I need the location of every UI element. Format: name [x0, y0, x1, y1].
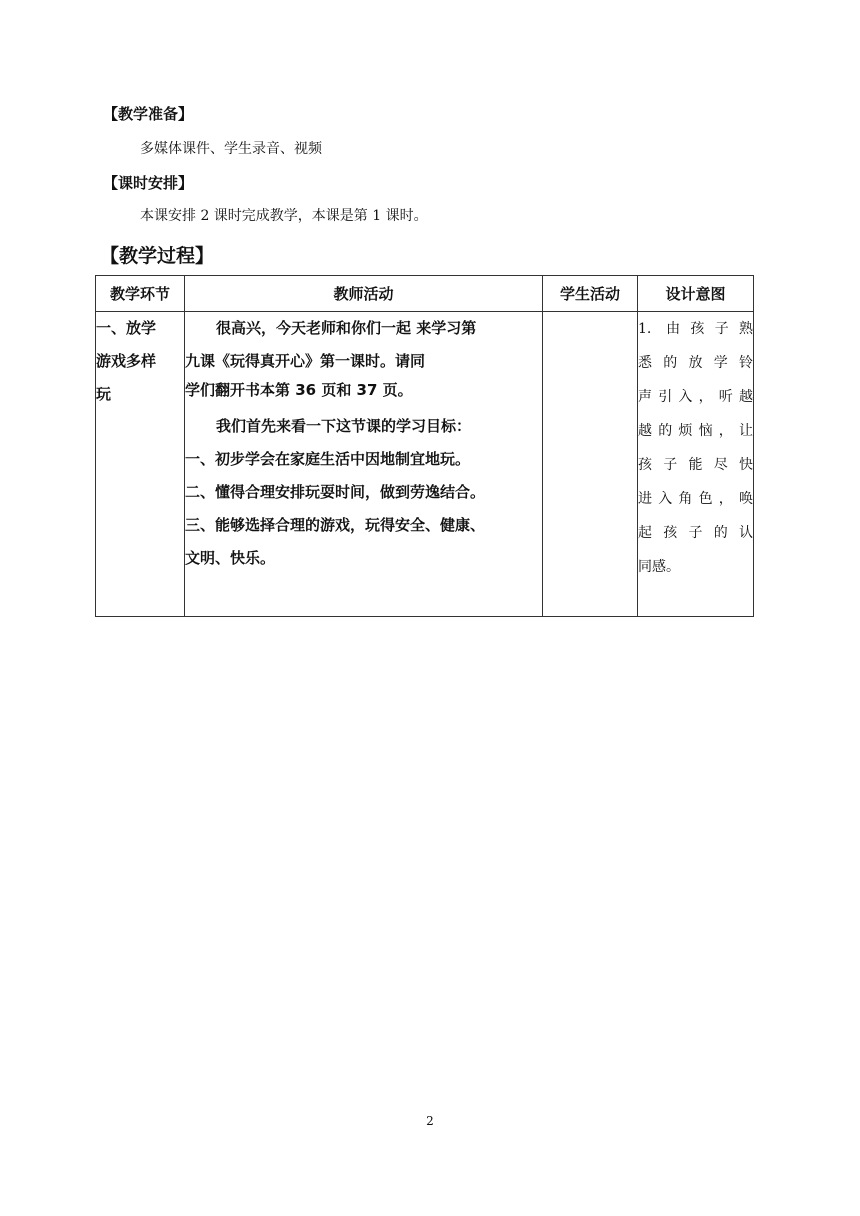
stage-line: 游戏多样 — [96, 352, 157, 370]
teacher-line: 我们首先来看一下这节课的学习目标： — [216, 417, 472, 435]
design-line: 同感。 — [638, 559, 680, 575]
stage-line: 玩 — [96, 385, 112, 403]
process-table — [95, 275, 754, 617]
prep-content: 多媒体课件、学生录音、视频 — [140, 141, 322, 157]
column-header-design: 设计意图 — [638, 276, 754, 312]
column-header-student: 学生活动 — [543, 276, 638, 312]
design-line: 1. 由孩子熟 — [638, 321, 753, 337]
teacher-line: 一、初步学会在家庭生活中因地制宜地玩。 — [185, 450, 471, 468]
design-line: 悉的放学铃 — [638, 355, 753, 371]
design-line: 起孩子的认 — [638, 525, 753, 541]
table-row — [96, 312, 754, 617]
teacher-line: 三、能够选择合理的游戏，玩得安全、健康、 — [185, 516, 486, 534]
teacher-activity-cell — [185, 312, 543, 617]
stage-line: 一、放学 — [96, 319, 157, 337]
teacher-line: 学们翻开书本第 36 页和 37 页。 — [185, 381, 413, 399]
teacher-line: 二、懂得合理安排玩耍时间，做到劳逸结合。 — [185, 483, 486, 501]
schedule-content: 本课安排 2 课时完成教学，本课是第 1 课时。 — [140, 208, 428, 224]
table-header-row — [96, 276, 754, 312]
schedule-heading: 【课时安排】 — [103, 174, 194, 192]
column-header-stage: 教学环节 — [96, 276, 185, 312]
column-header-teacher: 教师活动 — [185, 276, 543, 312]
design-intent-cell — [638, 312, 754, 617]
stage-cell — [96, 312, 185, 617]
prep-heading: 【教学准备】 — [103, 105, 194, 123]
teacher-line: 文明、快乐。 — [185, 549, 276, 567]
student-activity-cell — [543, 312, 638, 617]
design-line: 声引入，听越 — [638, 389, 753, 405]
page-number: 2 — [426, 1114, 434, 1128]
design-line: 孩子能尽快 — [638, 457, 753, 473]
process-heading: 【教学过程】 — [100, 245, 215, 267]
design-line: 进入角色，唤 — [638, 491, 753, 507]
design-line: 越的烦恼，让 — [638, 423, 753, 439]
teacher-line: 九课《玩得真开心》第一课时。请同 — [185, 352, 426, 370]
teacher-line: 很高兴，今天老师和你们一起 来学习第 — [216, 319, 477, 337]
